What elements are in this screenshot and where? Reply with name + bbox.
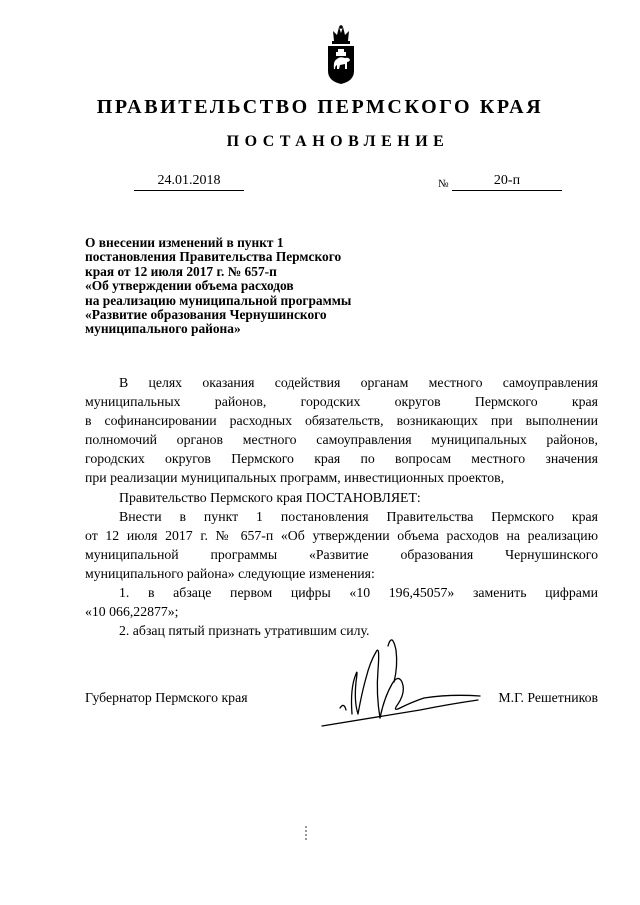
subject-line: О внесении изменений в пункт 1	[85, 235, 284, 250]
perm-krai-coat-of-arms-icon	[324, 25, 358, 85]
list-item-line: 1. в абзаце первом цифры «10 196,45057» заменить цифрами	[119, 585, 598, 601]
paragraph-line: В целях оказания содействия органам местного самоуправления	[119, 375, 598, 390]
paragraph-line: при реализации муниципальных программ, инвестиционных проектов,	[85, 470, 505, 486]
number-sign: №	[438, 178, 449, 190]
document-subject	[85, 236, 405, 337]
subject-line: на реализацию муниципальной программы	[85, 292, 352, 308]
paragraph-line: городских округов Пермского края по вопросам местного значения	[85, 451, 598, 467]
subject-line: края от 12 июля 2017 г. № 657-п	[85, 263, 277, 279]
subject-line: постановления Правительства Пермского	[85, 249, 342, 265]
signatory-position: Губернатор Пермского края	[85, 690, 248, 705]
resolution-clause: Правительство Пермского края ПОСТАНОВЛЯЕТ:	[119, 489, 421, 505]
paragraph-line: от 12 июля 2017 г. № 657-п «Об утверждении объема расходов на реализацию	[85, 527, 598, 543]
scan-artifact-mark	[305, 826, 307, 840]
paragraph-line: Внести в пункт 1 постановления Правительства Пермского края	[119, 508, 598, 524]
subject-line: «Развитие образования Чернушинского	[85, 307, 327, 323]
subject-line: «Об утверждении объема расходов	[85, 278, 294, 294]
paragraph-line: муниципальной программы «Развитие образования Чернушинского	[85, 546, 598, 562]
government-title: ПРАВИТЕЛЬСТВО ПЕРМСКОГО КРАЯ	[96, 96, 544, 118]
list-item-line: 2. абзац пятый признать утратившим силу.	[119, 623, 370, 639]
document-body	[85, 373, 598, 640]
document-number: 20-п	[452, 172, 562, 191]
subject-line: муниципального района»	[85, 321, 241, 337]
handwritten-signature-icon	[300, 622, 500, 734]
paragraph-line: в софинансировании расходных обязательств, возникающих при выполнении	[85, 413, 598, 429]
signatory-name: М.Г. Решетников	[498, 690, 598, 705]
paragraph-line: муниципальных районов, городских округов Пермского края	[85, 394, 598, 410]
document-type-title: ПОСТАНОВЛЕНИЕ	[226, 133, 450, 150]
paragraph-line: муниципального района» следующие изменения:	[85, 565, 375, 581]
paragraph-line: полномочий органов местного самоуправления муниципальных районов,	[85, 432, 598, 448]
document-date: 24.01.2018	[134, 172, 244, 191]
list-item-line: «10 066,22877»;	[85, 604, 179, 620]
